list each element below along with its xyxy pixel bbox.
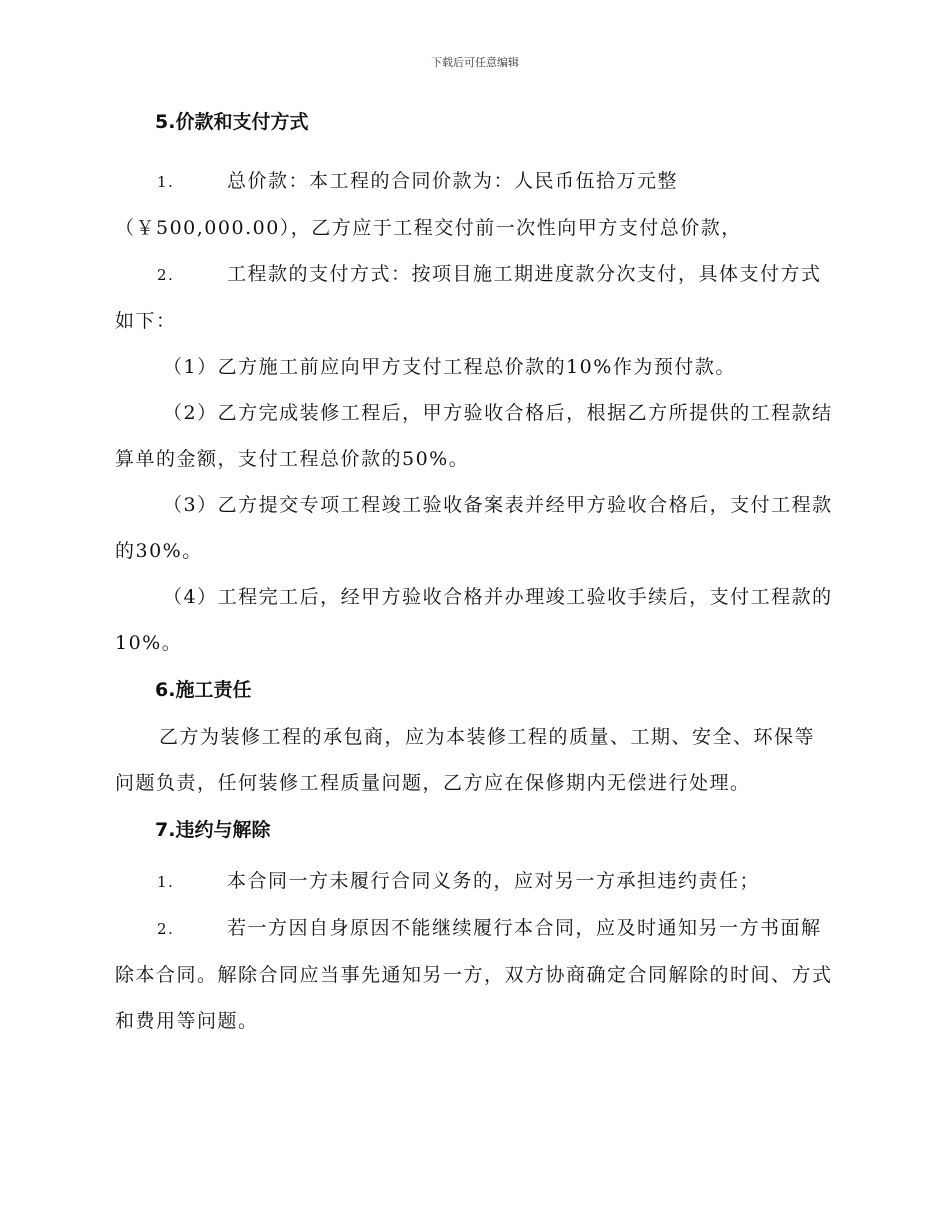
document-body <box>115 108 833 1044</box>
section-6-paragraph: 乙方为装修工程的承包商，应为本装修工程的质量、工期、安全、环保等问题负责，任何装修工程质量问题，乙方应在保修期内无偿进行处理。 <box>115 726 816 794</box>
section-7-heading: 7.违约与解除 <box>155 819 271 841</box>
section-6-heading: 6.施工责任 <box>155 679 252 701</box>
section-7-item-1 <box>115 858 833 905</box>
section-5-heading: 5.价款和支付方式 <box>155 111 309 133</box>
item-text: 本合同一方未履行合同义务的，应对另一方承担违约责任； <box>227 870 761 892</box>
payment-term-1: （1）乙方施工前应向甲方支付工程总价款的10%作为预付款。 <box>163 356 736 378</box>
header-note: 下载后可任意编辑 <box>431 56 519 69</box>
item-text: 总价款：本工程的合同价款为：人民币伍拾万元整（￥500,000.00），乙方应于工程交付前一次性向甲方支付总价款， <box>115 170 742 239</box>
item-number: 2. <box>157 920 175 938</box>
section-7-item-2 <box>115 905 833 1044</box>
item-number: 1. <box>157 873 175 891</box>
section-5-item-1 <box>115 158 833 251</box>
payment-term-4: （4）工程完工后，经甲方验收合格并办理竣工验收手续后，支付工程款的10%。 <box>115 586 833 654</box>
payment-term-2: （2）乙方完成装修工程后，甲方验收合格后，根据乙方所提供的工程款结算单的金额，支付工程总价款的50%。 <box>115 402 833 470</box>
item-number: 1. <box>157 173 175 191</box>
section-5-item-2 <box>115 251 833 344</box>
item-text: 工程款的支付方式：按项目施工期进度款分次支付，具体支付方式如下： <box>115 263 822 332</box>
item-text: 若一方因自身原因不能继续履行本合同，应及时通知另一方书面解除本合同。解除合同应当事先通知另一方，双方协商确定合同解除的时间、方式和费用等问题。 <box>115 917 833 1032</box>
item-number: 2. <box>157 266 175 284</box>
payment-term-3: （3）乙方提交专项工程竣工验收备案表并经甲方验收合格后，支付工程款的30%。 <box>115 494 833 562</box>
